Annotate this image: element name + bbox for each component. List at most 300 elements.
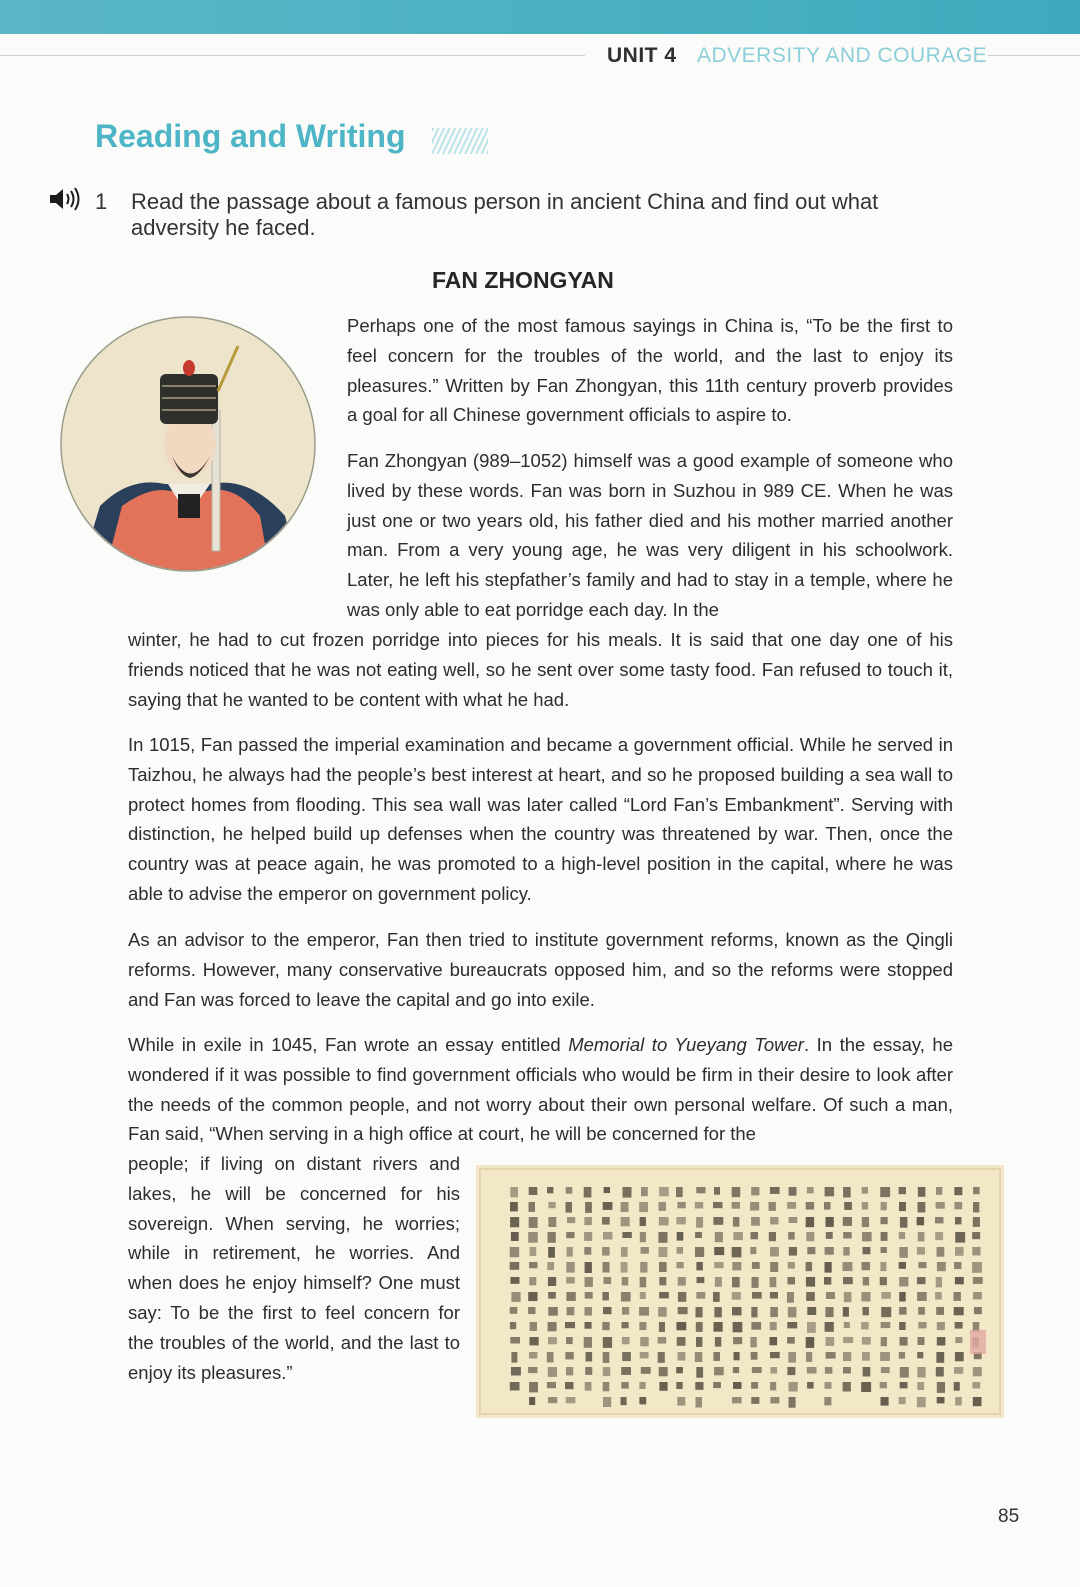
calligraphy-stroke [918, 1322, 926, 1328]
calligraphy-stroke [621, 1202, 629, 1212]
calligraphy-stroke [936, 1307, 944, 1315]
calligraphy-stroke [973, 1397, 982, 1406]
calligraphy-stroke [972, 1382, 980, 1389]
calligraphy-stroke [752, 1277, 759, 1288]
calligraphy-stroke [751, 1187, 759, 1195]
calligraphy-stroke [935, 1232, 943, 1240]
calligraphy-stroke [697, 1277, 705, 1283]
calligraphy-stroke [529, 1382, 538, 1392]
calligraphy-stroke [696, 1397, 703, 1408]
calligraphy-stroke [937, 1337, 946, 1346]
calligraphy-stroke [639, 1307, 649, 1316]
calligraphy-stroke [659, 1382, 667, 1391]
article-paragraph: In 1015, Fan passed the imperial examination and became a government official. While he served in Taizhou, he always had the people’s best interest at heart, and so he proposed building a sea wall to protect homes from flooding. This sea wall was later called “Lord Fan’s Embankment”. Serving with distinction, he helped build up defenses when the country was threatened by war. Then, once the country was at peace again, he was promoted to a high-level position in the capital, where he was able to advise the emperor on government policy. [128, 734, 953, 904]
unit-title: ADVERSITY AND COURAGE [697, 44, 988, 67]
calligraphy-stroke [770, 1187, 780, 1194]
calligraphy-stroke [714, 1367, 724, 1375]
calligraphy-stroke [602, 1292, 609, 1300]
calligraphy-stroke [787, 1277, 795, 1284]
calligraphy-stroke [659, 1367, 668, 1376]
calligraphy-stroke [881, 1397, 889, 1406]
calligraphy-stroke [751, 1232, 759, 1239]
calligraphy-stroke [844, 1202, 852, 1210]
calligraphy-stroke [806, 1337, 815, 1348]
calligraphy-stroke [824, 1397, 831, 1405]
calligraphy-stroke [937, 1397, 945, 1403]
calligraphy-stroke [825, 1187, 835, 1196]
calligraphy-stroke [954, 1292, 961, 1301]
calligraphy-stroke [622, 1337, 630, 1344]
calligraphy-stroke [713, 1382, 721, 1388]
calligraphy-stroke [861, 1292, 870, 1302]
calligraphy-stroke [585, 1277, 593, 1287]
calligraphy-stroke [676, 1322, 686, 1330]
calligraphy-stroke [528, 1307, 535, 1314]
calligraphy-stroke [603, 1382, 610, 1391]
calligraphy-stroke [622, 1232, 631, 1238]
calligraphy-stroke [640, 1292, 646, 1299]
calligraphy-stroke [677, 1337, 686, 1346]
calligraphy-stroke [603, 1262, 610, 1273]
article-paragraph: winter, he had to cut frozen porridge into pieces for his meals. It is said that one day one of his friends noticed that he was not eating well, so he sent over some tasty food. Fan refused to touch it, saying that he wanted to be content with what he had. [128, 629, 953, 710]
calligraphy-stroke [585, 1202, 592, 1213]
calligraphy-stroke [621, 1367, 631, 1375]
calligraphy-stroke [732, 1187, 741, 1197]
calligraphy-stroke [954, 1367, 963, 1374]
header-color-band [0, 0, 1080, 34]
calligraphy-stroke [807, 1322, 816, 1333]
calligraphy-stroke [899, 1322, 906, 1330]
calligraphy-stroke [548, 1247, 555, 1258]
calligraphy-stroke [732, 1307, 742, 1315]
calligraphy-stroke [640, 1217, 646, 1226]
calligraphy-stroke [640, 1337, 648, 1346]
calligraphy-stroke [678, 1352, 686, 1361]
calligraphy-stroke [751, 1217, 760, 1226]
calligraphy-stroke [621, 1262, 628, 1273]
calligraphy-stroke [954, 1187, 962, 1195]
calligraphy-stroke [880, 1277, 887, 1285]
calligraphy-stroke [862, 1262, 871, 1270]
calligraphy-stroke [863, 1307, 869, 1315]
calligraphy-stroke [586, 1352, 593, 1362]
calligraphy-stroke [899, 1292, 906, 1302]
calligraphy-stroke [825, 1367, 833, 1374]
calligraphy-stroke [974, 1307, 982, 1314]
calligraphy-stroke [917, 1397, 926, 1407]
calligraphy-stroke [770, 1262, 778, 1272]
article-paragraph: people; if living on distant rivers and lakes, he will be concerned for his sovereign. When serving, he worries; while in retirement, he worries. And when does he enjoy himself? One must say: To be the first to feel concern for the troubles of the world, and the last to enjoy its pleasures.” [128, 1153, 460, 1383]
calligraphy-stroke [955, 1247, 964, 1256]
calligraphy-stroke [880, 1262, 886, 1271]
calligraphy-stroke [659, 1187, 669, 1196]
calligraphy-stroke [954, 1382, 960, 1391]
calligraphy-stroke [548, 1307, 558, 1316]
calligraphy-stroke [529, 1262, 537, 1268]
calligraphy-stroke [826, 1232, 833, 1239]
calligraphy-stroke [918, 1307, 925, 1315]
calligraphy-stroke [955, 1397, 962, 1406]
calligraphy-stroke [548, 1292, 556, 1299]
calligraphy-stroke [732, 1202, 740, 1209]
calligraphy-stroke [640, 1352, 649, 1358]
article-paragraph [128, 1030, 953, 1149]
calligraphy-stroke [751, 1307, 757, 1317]
calligraphy-stroke [565, 1322, 575, 1328]
calligraphy-stroke [510, 1277, 519, 1284]
calligraphy-stroke [824, 1277, 831, 1285]
calligraphy-stroke [900, 1382, 908, 1388]
calligraphy-stroke [715, 1337, 721, 1347]
calligraphy-stroke [807, 1367, 817, 1374]
calligraphy-stroke [806, 1232, 814, 1241]
calligraphy-stroke [807, 1187, 814, 1193]
calligraphy-stroke [900, 1217, 908, 1228]
calligraphy-stroke [530, 1247, 537, 1256]
calligraphy-stroke [547, 1187, 553, 1193]
calligraphy-stroke [528, 1367, 537, 1373]
calligraphy-stroke [825, 1322, 834, 1332]
calligraphy-stroke [807, 1247, 815, 1254]
calligraphy-stroke [881, 1232, 888, 1241]
calligraphy-stroke [566, 1277, 575, 1284]
article-paragraph: Perhaps one of the most famous sayings in China is, “To be the first to feel concern for the troubles of the world, and the last to enjoy its pleasures.” Written by Fan Zhongyan, this 11th century proverb provides a goal for all Chinese government officials to aspire to. [347, 315, 953, 426]
calligraphy-stroke [770, 1217, 778, 1225]
calligraphy-stroke [639, 1202, 648, 1212]
calligraphy-stroke [732, 1397, 742, 1403]
calligraphy-stroke [566, 1262, 574, 1273]
calligraphy-stroke [622, 1322, 629, 1328]
calligraphy-stroke [826, 1217, 834, 1227]
calligraphy-stroke [770, 1352, 780, 1358]
calligraphy-stroke [547, 1382, 556, 1388]
calligraphy-stroke [881, 1292, 891, 1299]
paragraph-text: . In the essay, he wondered if it was possible to find government officials who would be firm in their desire to look after the needs of the common people, and not worry about their own personal welfare. Of such a man, Fan said, “When serving in a high office at court, he will be concerned for the [128, 1034, 953, 1145]
calligraphy-stroke [806, 1217, 814, 1227]
calligraphy-stroke [659, 1262, 667, 1272]
calligraphy-stroke [529, 1217, 538, 1228]
calligraphy-stroke [510, 1247, 520, 1257]
calligraphy-stroke [511, 1367, 521, 1376]
calligraphy-stroke [752, 1292, 762, 1299]
calligraphy-stroke [789, 1187, 797, 1196]
calligraphy-stroke [751, 1397, 759, 1404]
calligraphy-stroke [769, 1232, 776, 1241]
calligraphy-stroke [826, 1292, 835, 1299]
calligraphy-stroke [640, 1262, 647, 1273]
calligraphy-stroke [566, 1202, 573, 1213]
calligraphy-stroke [733, 1232, 743, 1240]
calligraphy-stroke [622, 1277, 629, 1286]
calligraphy-stroke [843, 1247, 849, 1256]
calligraphy-stroke [789, 1247, 797, 1256]
calligraphy-stroke [714, 1262, 723, 1268]
calligraphy-stroke [529, 1397, 535, 1405]
calligraphy-stroke [787, 1322, 797, 1328]
calligraphy-stroke [750, 1247, 756, 1254]
calligraphy-stroke [973, 1277, 983, 1284]
calligraphy-stroke [788, 1307, 797, 1317]
calligraphy-stroke [936, 1352, 944, 1363]
calligraphy-stroke [622, 1307, 629, 1315]
calligraphy-stroke [825, 1262, 832, 1273]
calligraphy-stroke [862, 1187, 868, 1194]
calligraphy-stroke [824, 1202, 831, 1210]
calligraphy-stroke [861, 1322, 869, 1329]
calligraphy-stroke [603, 1367, 611, 1376]
calligraphy-stroke [787, 1292, 794, 1303]
calligraphy-stroke [751, 1352, 758, 1360]
calligraphy-stroke [621, 1382, 628, 1389]
calligraphy-stroke [954, 1262, 961, 1269]
calligraphy-stroke [863, 1277, 869, 1286]
calligraphy-stroke [510, 1187, 518, 1197]
calligraphy-stroke [843, 1262, 853, 1271]
calligraphy-stroke [640, 1232, 646, 1242]
calligraphy-stroke [603, 1397, 611, 1407]
calligraphy-stroke [918, 1337, 925, 1345]
calligraphy-stroke [695, 1352, 703, 1362]
calligraphy-stroke [732, 1262, 741, 1270]
calligraphy-stroke [770, 1337, 778, 1345]
calligraphy-stroke [530, 1337, 539, 1345]
calligraphy-stroke [900, 1367, 909, 1378]
calligraphy-stroke [604, 1277, 612, 1284]
calligraphy-stroke [788, 1232, 795, 1240]
portrait-of-fan-zhongyan-image [60, 316, 316, 572]
calligraphy-stroke [955, 1337, 962, 1343]
calligraphy-stroke [899, 1187, 906, 1194]
calligraphy-stroke [787, 1202, 796, 1209]
calligraphy-stroke [917, 1367, 925, 1378]
calligraphy-stroke [585, 1322, 592, 1329]
calligraphy-stroke [676, 1262, 683, 1268]
calligraphy-stroke [806, 1202, 814, 1210]
calligraphy-stroke [917, 1217, 925, 1225]
calligraphy-stroke [565, 1382, 574, 1389]
calligraphy-stroke [510, 1382, 520, 1391]
calligraphy-stroke [696, 1337, 702, 1347]
calligraphy-stroke [972, 1232, 980, 1239]
calligraphy-stroke [510, 1307, 518, 1314]
calligraphy-stroke [604, 1187, 610, 1193]
calligraphy-stroke [548, 1202, 555, 1208]
calligraphy-stroke [937, 1322, 945, 1330]
calligraphy-stroke [585, 1382, 592, 1391]
calligraphy-stroke [714, 1307, 721, 1317]
calligraphy-stroke [789, 1217, 798, 1223]
calligraphy-stroke [621, 1217, 630, 1226]
calligraphy-stroke [899, 1397, 906, 1404]
calligraphy-stroke [881, 1247, 887, 1253]
calligraphy-stroke [770, 1397, 779, 1404]
calligraphy-stroke [880, 1352, 890, 1361]
calligraphy-stroke [510, 1322, 516, 1329]
calligraphy-stroke [844, 1322, 850, 1328]
calligraphy-stroke [548, 1337, 557, 1344]
calligraphy-stroke [621, 1247, 628, 1257]
paragraph-text: While in exile in 1045, Fan wrote an essay entitled [128, 1034, 569, 1055]
calligraphy-stroke [733, 1382, 742, 1389]
calligraphy-stroke [789, 1382, 798, 1392]
calligraphy-stroke [973, 1367, 982, 1376]
calligraphy-stroke [935, 1217, 944, 1223]
task-instruction: Read the passage about a famous person in ancient China and find out what adversity he faced. [131, 189, 879, 240]
calligraphy-stroke [641, 1247, 649, 1254]
calligraphy-stroke [530, 1322, 537, 1331]
calligraphy-stroke [862, 1217, 869, 1227]
calligraphy-stroke [769, 1202, 776, 1211]
calligraphy-stroke [954, 1202, 962, 1209]
calligraphy-stroke [825, 1247, 834, 1255]
calligraphy-stroke [843, 1232, 852, 1239]
calligraphy-stroke [715, 1277, 722, 1287]
calligraphy-stroke [566, 1397, 576, 1403]
calligraphy-stroke [733, 1367, 739, 1373]
page-number: 85 [998, 1506, 1020, 1527]
calligraphy-stroke [659, 1322, 665, 1332]
calligraphy-stroke [677, 1397, 685, 1406]
calligraphy-stroke [862, 1232, 872, 1241]
article-paragraph: As an advisor to the emperor, Fan then tried to institute government reforms, known as the Qingli reforms. However, many conservative bureaucrats opposed him, and so the reforms were stopped and Fan was forced to leave the capital and go into exile. [128, 929, 953, 1010]
calligraphy-stroke [529, 1187, 538, 1195]
calligraphy-stroke [752, 1262, 760, 1269]
calligraphy-stroke [936, 1202, 945, 1209]
calligraphy-stroke [510, 1337, 520, 1344]
calligraphy-stroke [511, 1292, 520, 1302]
calligraphy-stroke [676, 1187, 683, 1197]
calligraphy-stroke [826, 1352, 836, 1359]
calligraphy-stroke [510, 1262, 520, 1270]
calligraphy-stroke [881, 1202, 887, 1210]
calligraphy-stroke [529, 1352, 537, 1359]
calligraphy-stroke [566, 1337, 573, 1344]
calligraphy-stroke [899, 1307, 906, 1315]
calligraphy-stroke [806, 1277, 815, 1287]
calligraphy-stroke [713, 1352, 720, 1361]
calligraphy-stroke [751, 1382, 758, 1389]
calligraphy-stroke [695, 1247, 704, 1257]
calligraphy-stroke [715, 1232, 723, 1242]
calligraphy-stroke [788, 1352, 796, 1363]
calligraphy-stroke [659, 1202, 667, 1211]
calligraphy-stroke [787, 1337, 795, 1344]
calligraphy-stroke [567, 1247, 573, 1257]
calligraphy-stroke [548, 1217, 556, 1227]
calligraphy-stroke [732, 1277, 740, 1287]
calligraphy-stroke [714, 1247, 724, 1255]
calligraphy-stroke [788, 1262, 795, 1269]
calligraphy-stroke [603, 1337, 612, 1348]
calligraphy-stroke [751, 1322, 761, 1330]
calligraphy-stroke [529, 1277, 536, 1285]
calligraphy-stroke [955, 1217, 962, 1224]
calligraphy-stroke [547, 1262, 554, 1270]
calligraphy-stroke [955, 1352, 964, 1361]
calligraphy-stroke [602, 1217, 610, 1225]
calligraphy-stroke [806, 1262, 813, 1271]
calligraphy-stroke [622, 1352, 631, 1361]
unit-label: UNIT 4 [607, 44, 677, 67]
calligraphy-stroke [732, 1292, 741, 1300]
calligraphy-stroke [695, 1202, 703, 1209]
calligraphy-stroke [733, 1337, 742, 1344]
calligraphy-stroke [770, 1307, 778, 1317]
calligraphy-stroke [881, 1367, 890, 1373]
calligraphy-stroke [806, 1352, 812, 1362]
calligraphy-stroke [770, 1247, 779, 1257]
calligraphy-stroke [641, 1187, 648, 1196]
calligraphy-stroke [807, 1382, 814, 1389]
calligraphy-stroke [918, 1262, 926, 1268]
calligraphy-stroke [806, 1292, 815, 1301]
speaker-icon[interactable] [48, 186, 82, 212]
calligraphy-stroke [843, 1367, 851, 1374]
calligraphy-stroke [639, 1322, 646, 1330]
calligraphy-stroke [789, 1397, 796, 1408]
calligraphy-stroke [770, 1382, 776, 1390]
calligraphy-stroke [955, 1277, 964, 1284]
calligraphy-stroke [899, 1262, 906, 1269]
calligraphy-stroke [678, 1277, 686, 1286]
calligraphy-stroke [567, 1307, 575, 1315]
calligraphy-stroke [843, 1187, 851, 1198]
calligraphy-stroke [623, 1187, 632, 1198]
calligraphy-stroke [750, 1337, 756, 1347]
calligraphy-stroke [917, 1382, 924, 1390]
calligraphy-stroke [659, 1292, 669, 1298]
calligraphy-stroke [917, 1292, 927, 1301]
calligraphy-stroke [936, 1187, 942, 1195]
calligraphy-stroke [565, 1352, 574, 1359]
calligraphy-stroke [548, 1232, 556, 1243]
article-title: FAN ZHONGYAN [432, 267, 614, 293]
calligraphy-stroke [937, 1247, 945, 1257]
calligraphy-stroke [658, 1307, 667, 1317]
calligraphy-stroke [658, 1337, 667, 1344]
calligraphy-stroke [659, 1247, 668, 1257]
calligraphy-stroke [936, 1367, 944, 1377]
calligraphy-stroke [770, 1322, 777, 1330]
calligraphy-stroke [732, 1247, 742, 1257]
calligraphy-stroke [843, 1217, 852, 1226]
calligraphy-stroke [621, 1397, 627, 1405]
calligraphy-stroke [511, 1232, 519, 1241]
calligraphy-stroke [548, 1322, 557, 1331]
calligraphy-stroke [695, 1232, 702, 1238]
calligraphy-stroke [936, 1277, 942, 1287]
calligraphy-stroke [566, 1187, 573, 1194]
calligraphy-stroke [639, 1397, 646, 1404]
calligraphy-stroke [676, 1367, 683, 1373]
calligraphy-stroke [677, 1232, 684, 1241]
calligraphy-stroke [658, 1232, 667, 1243]
calligraphy-stroke [640, 1277, 647, 1287]
calligraphy-stroke [825, 1307, 833, 1317]
calligraphy-stroke [713, 1292, 720, 1302]
calligraphy-stroke [677, 1202, 685, 1208]
calligraphy-stroke [696, 1262, 702, 1270]
calligraphy-stroke [899, 1247, 907, 1258]
calligraphy-stroke [548, 1277, 556, 1286]
calligraphy-stroke [585, 1292, 593, 1299]
calligraphy-stroke [566, 1292, 575, 1301]
calligraphy-stroke [826, 1337, 835, 1346]
task-number: 1 [95, 189, 108, 214]
calligraphy-stroke [862, 1202, 869, 1210]
calligraphy-stroke [733, 1217, 740, 1227]
calligraphy-stroke [918, 1202, 926, 1212]
